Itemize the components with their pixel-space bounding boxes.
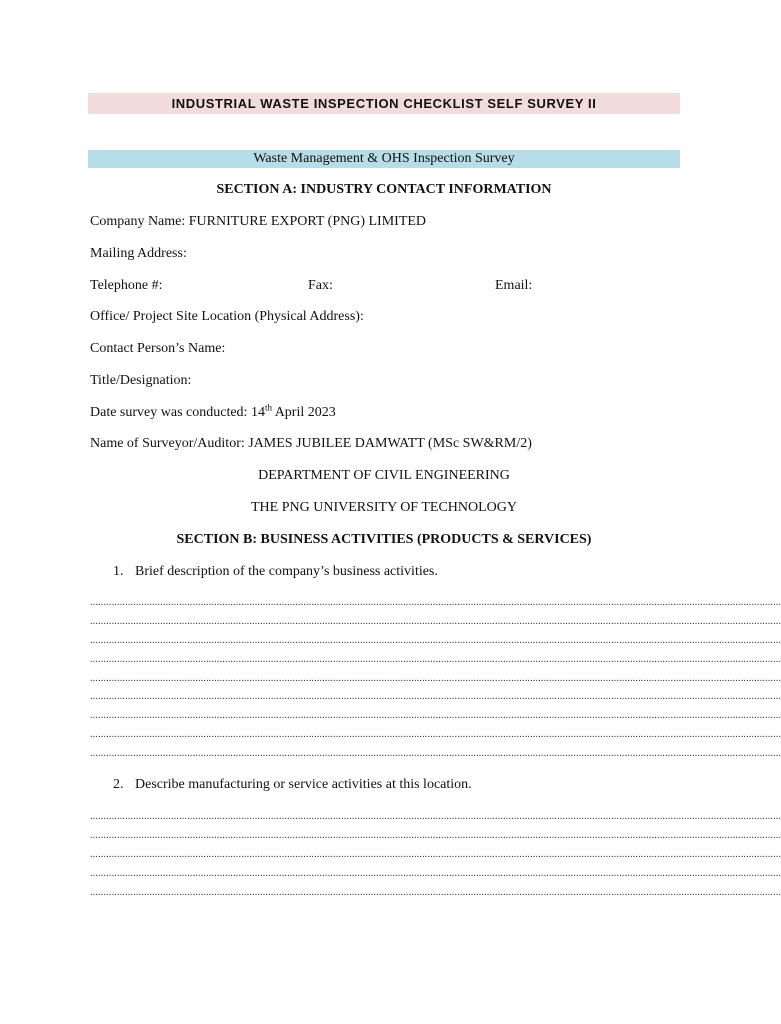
survey-date-ordinal: th — [264, 402, 272, 413]
answer-1-line[interactable]: ................................................................................................................................................................................................................................................................ — [90, 654, 781, 665]
contact-person-field: Contact Person’s Name: — [90, 341, 226, 356]
question-1-number: 1. — [113, 564, 124, 579]
document-subtitle: Waste Management & OHS Inspection Survey — [88, 150, 680, 168]
department-name: DEPARTMENT OF CIVIL ENGINEERING — [258, 468, 510, 483]
section-a-heading: SECTION A: INDUSTRY CONTACT INFORMATION — [216, 182, 552, 197]
document-title: INDUSTRIAL WASTE INSPECTION CHECKLIST SELF SURVEY II — [88, 93, 680, 114]
question-2-text: Describe manufacturing or service activities at this location. — [135, 777, 472, 792]
telephone-field: Telephone #: — [90, 278, 163, 293]
university-name: THE PNG UNIVERSITY OF TECHNOLOGY — [251, 500, 517, 515]
fax-field: Fax: — [308, 278, 333, 293]
email-field: Email: — [495, 278, 533, 293]
answer-2-line[interactable]: ................................................................................................................................................................................................................................................................ — [90, 849, 781, 860]
office-location-field: Office/ Project Site Location (Physical Address): — [90, 309, 364, 324]
answer-1-line[interactable]: ................................................................................................................................................................................................................................................................ — [90, 729, 781, 740]
answer-1-line[interactable]: ................................................................................................................................................................................................................................................................ — [90, 635, 781, 646]
answer-1-line[interactable]: ................................................................................................................................................................................................................................................................ — [90, 616, 781, 627]
answer-2-line[interactable]: ................................................................................................................................................................................................................................................................ — [90, 868, 781, 879]
answer-1-line[interactable]: ................................................................................................................................................................................................................................................................ — [90, 673, 781, 684]
title-designation-field: Title/Designation: — [90, 373, 192, 388]
section-b-heading: SECTION B: BUSINESS ACTIVITIES (PRODUCTS & SERVICES) — [176, 532, 592, 547]
survey-date-label: Date survey was conducted: 14 — [90, 405, 265, 420]
survey-date-rest: April 2023 — [271, 405, 336, 420]
question-1-text: Brief description of the company’s business activities. — [135, 564, 438, 579]
answer-1-line[interactable]: ................................................................................................................................................................................................................................................................ — [90, 691, 781, 702]
answer-2-line[interactable]: ................................................................................................................................................................................................................................................................ — [90, 887, 781, 898]
answer-1-line[interactable]: ................................................................................................................................................................................................................................................................ — [90, 597, 781, 608]
answer-1-line[interactable]: ................................................................................................................................................................................................................................................................ — [90, 748, 781, 759]
question-2 — [113, 776, 472, 794]
answer-2-line[interactable]: ................................................................................................................................................................................................................................................................ — [90, 830, 781, 841]
answer-1-line[interactable]: ................................................................................................................................................................................................................................................................ — [90, 710, 781, 721]
surveyor-field: Name of Surveyor/Auditor: JAMES JUBILEE DAMWATT (MSc SW&RM/2) — [90, 436, 532, 451]
survey-date-field — [90, 404, 336, 422]
question-2-number: 2. — [113, 777, 124, 792]
company-name-field: Company Name: FURNITURE EXPORT (PNG) LIMITED — [90, 214, 427, 229]
question-1 — [113, 563, 438, 581]
mailing-address-field: Mailing Address: — [90, 246, 187, 261]
answer-2-line[interactable]: ................................................................................................................................................................................................................................................................ — [90, 811, 781, 822]
